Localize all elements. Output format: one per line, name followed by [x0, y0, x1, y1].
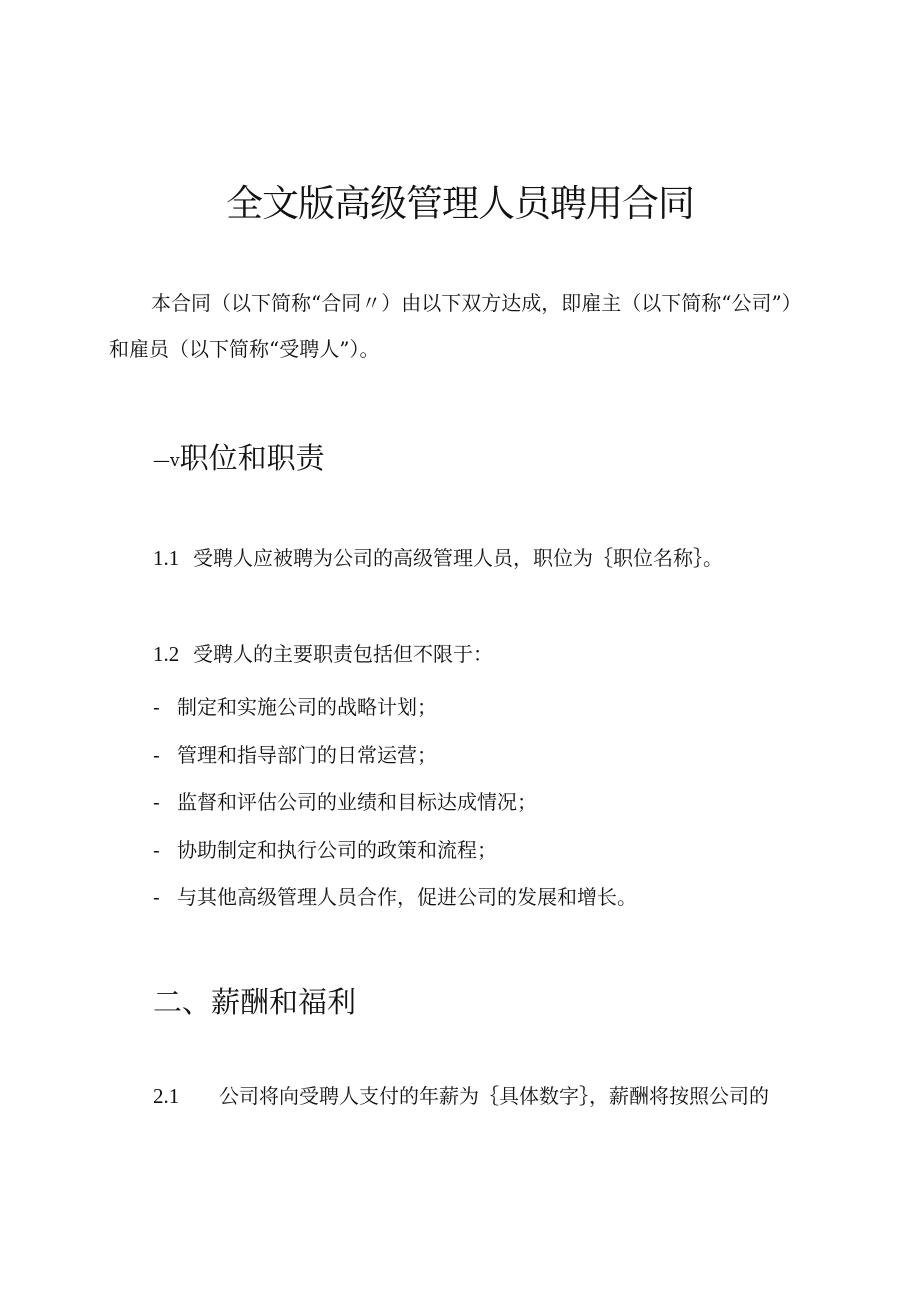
- list-item: [153, 732, 637, 780]
- clause-number: 1.1: [153, 546, 180, 570]
- section-2-heading: 二、薪酬和福利: [153, 985, 357, 1019]
- clause-text: 受聘人应被聘为公司的高级管理人员，职位为｛职位名称｝。: [193, 546, 723, 570]
- bullet-marker: -: [153, 837, 160, 862]
- clause-number: 1.2: [153, 642, 180, 666]
- list-item-text: 监督和评估公司的业绩和目标达成情况；: [177, 790, 537, 814]
- list-item: [153, 779, 637, 827]
- clause-text: 公司将向受聘人支付的年薪为｛具体数字｝，薪酬将按照公司的: [219, 1084, 769, 1108]
- list-item: [153, 874, 637, 922]
- list-item-text: 与其他高级管理人员合作，促进公司的发展和增长。: [177, 885, 637, 909]
- list-item: [153, 827, 637, 875]
- section-1-heading-text: 职位和职责: [179, 441, 325, 475]
- list-item-text: 协助制定和执行公司的政策和流程；: [177, 837, 497, 862]
- intro-paragraph: 本合同（以下简称“合同〃）由以下双方达成，即雇主（以下简称“公司”）和雇员（以下简称“受聘人”）。: [109, 291, 802, 361]
- clause-text: 受聘人的主要职责包括但不限于：: [193, 642, 493, 666]
- bullet-marker: -: [153, 695, 160, 719]
- bullet-marker: -: [153, 790, 160, 814]
- clause-1-2: [153, 639, 493, 669]
- clause-number: 2.1: [153, 1084, 180, 1108]
- list-item: [153, 684, 637, 732]
- duties-list: [153, 684, 637, 922]
- document-title: 全文版高级管理人员聘用合同: [226, 182, 694, 225]
- bullet-marker: -: [153, 885, 160, 909]
- clause-2-1: [153, 1081, 769, 1111]
- section-1-heading-prefix: —v: [153, 451, 180, 471]
- section-1-heading: [153, 438, 325, 481]
- clause-1-1: [153, 543, 723, 573]
- list-item-text: 管理和指导部门的日常运营；: [177, 742, 437, 767]
- bullet-marker: -: [153, 742, 160, 767]
- list-item-text: 制定和实施公司的战略计划；: [177, 695, 437, 719]
